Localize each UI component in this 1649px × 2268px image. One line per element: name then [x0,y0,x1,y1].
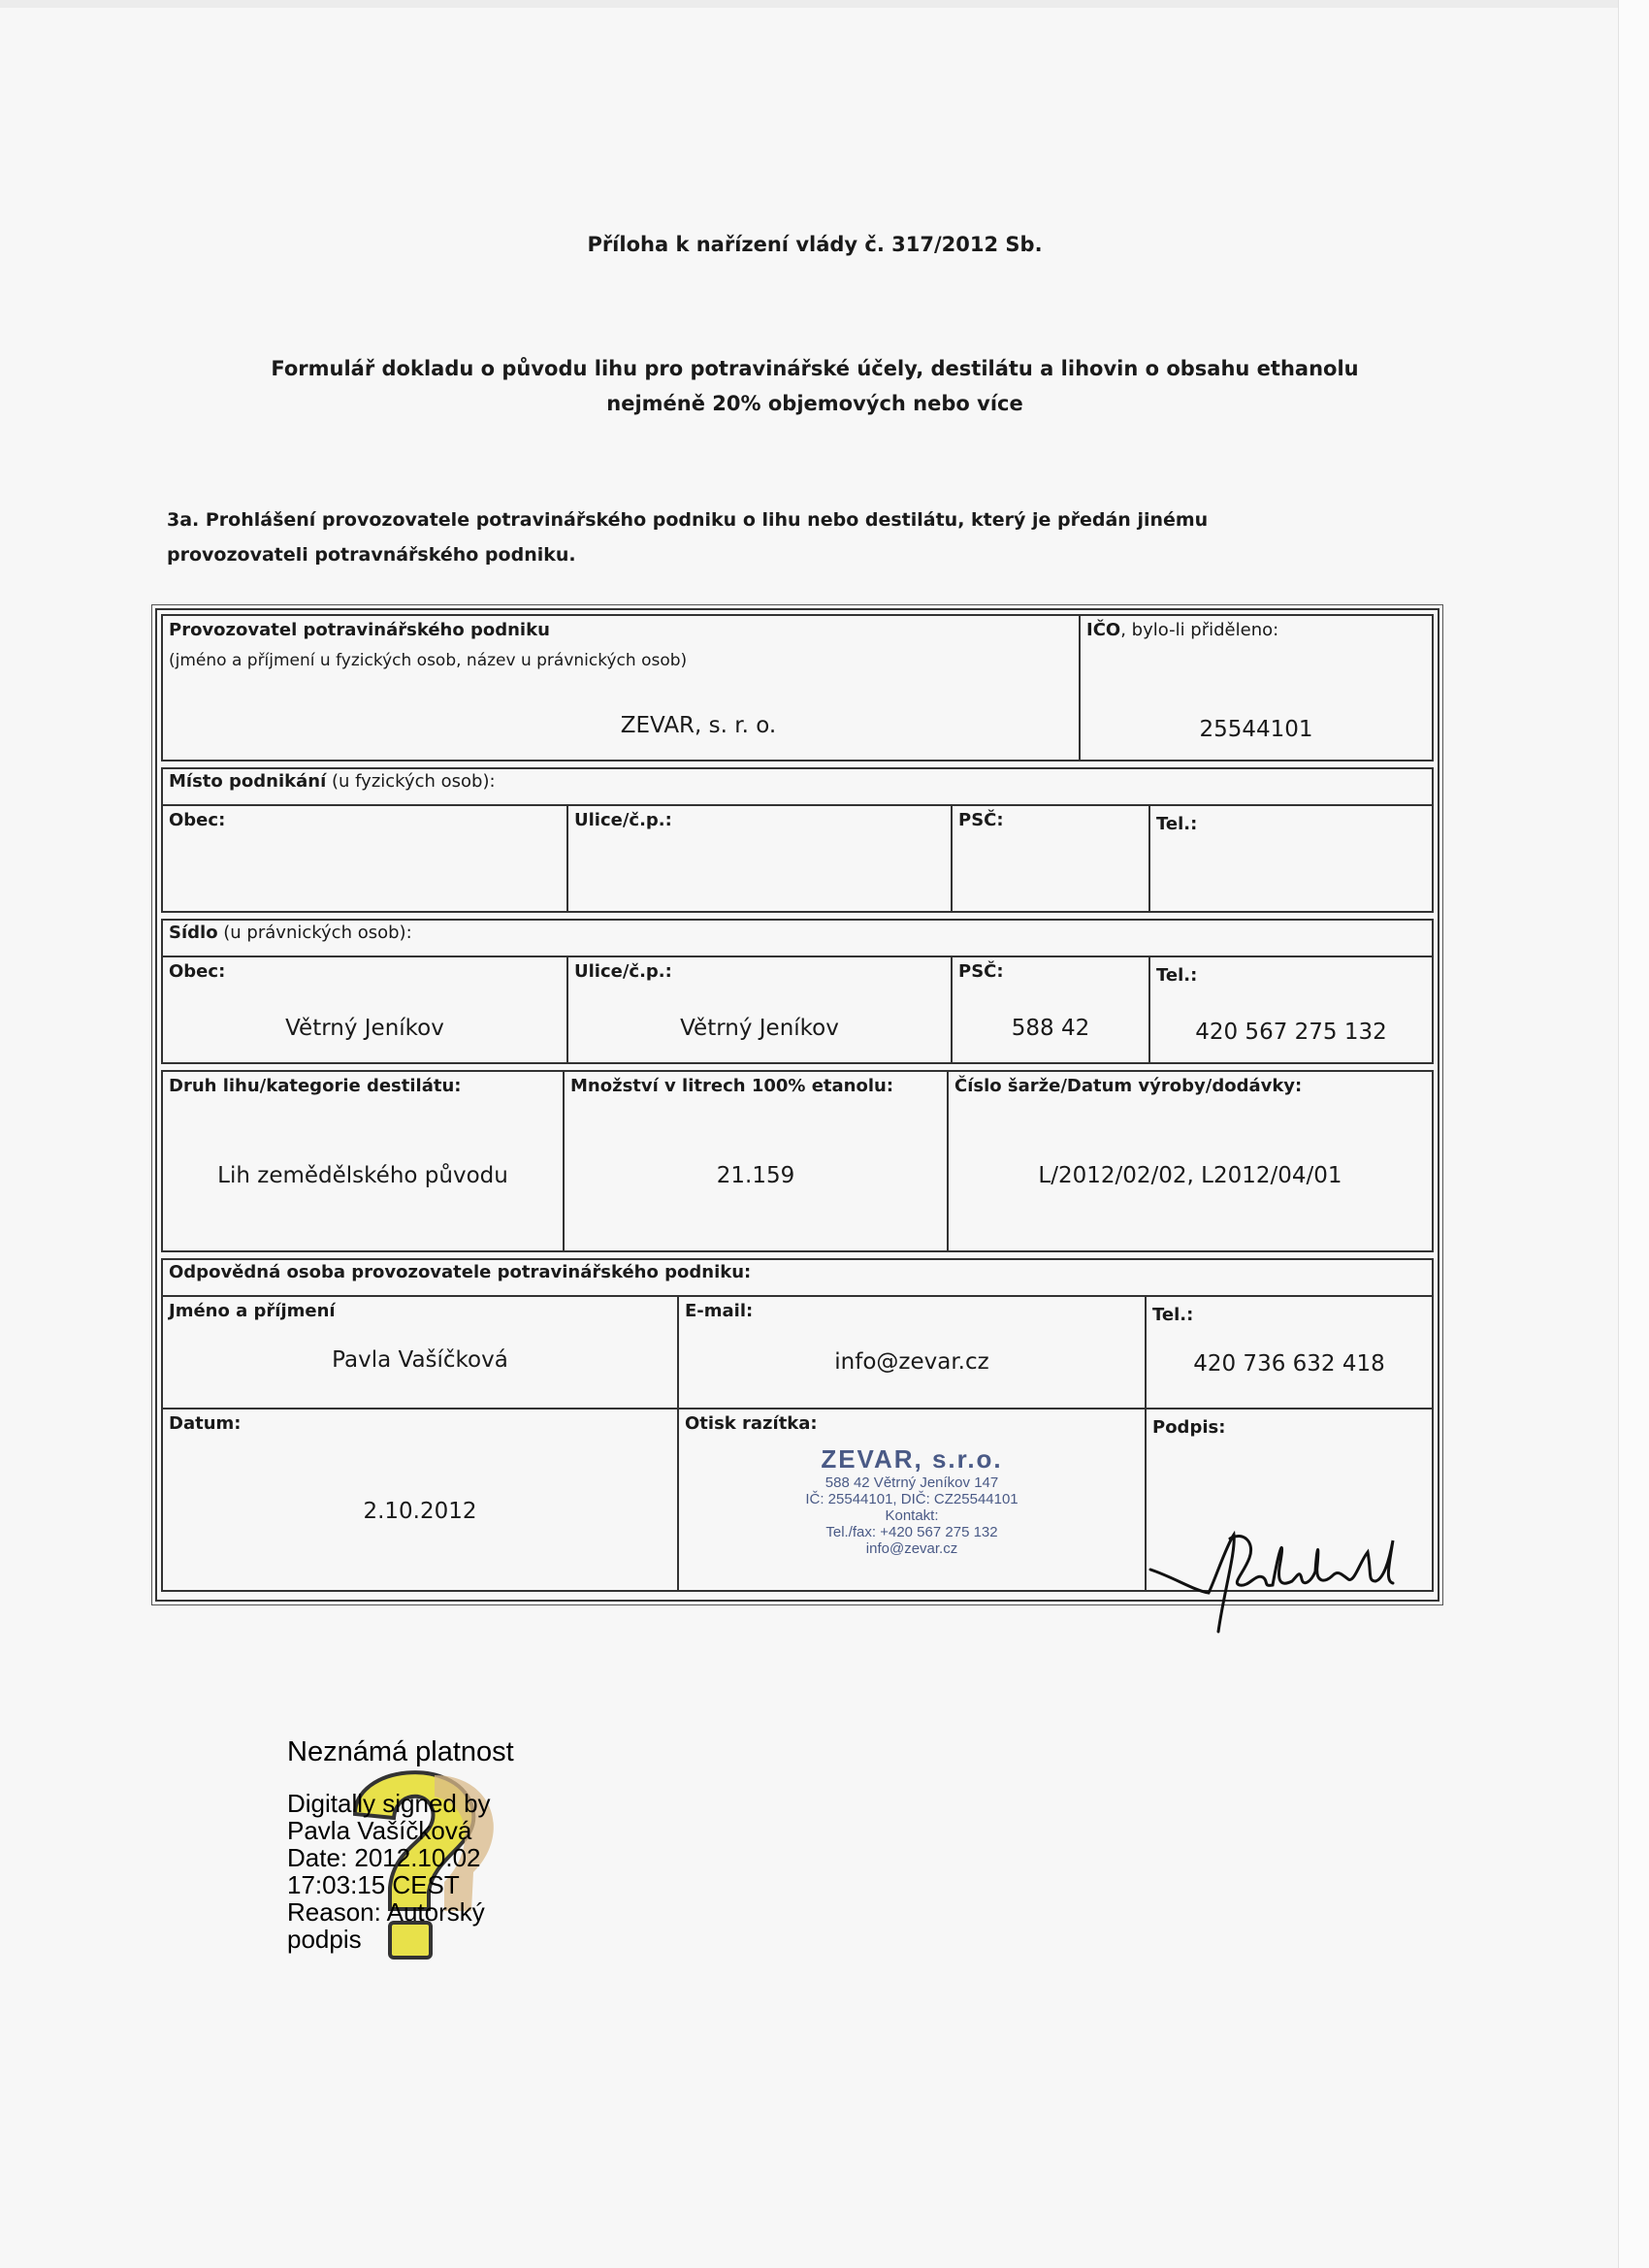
seat-tel-label: Tel.: [1156,965,1198,986]
resp-stamp-cell [677,1409,1145,1590]
operator-row [161,614,1434,761]
stamp-line5: info@zevar.cz [865,1540,958,1557]
company-stamp [786,1444,1038,1557]
resp-date-label: Datum: [169,1413,242,1434]
seat-hint: (u právnických osob): [217,923,412,943]
stamp-line1: 588 42 Větrný Jeníkov 147 [824,1474,999,1491]
operator-label: Provozovatel potravinářského podniku [169,620,550,640]
product-qty-value: 21.159 [716,1163,795,1188]
declaration-line1: 3a. Prohlášení provozovatele potravinářského podniku o lihu nebo destilátu, který je předán jinému [167,509,1209,531]
ico-value: 25544101 [1199,717,1313,742]
seat-obec-value: Větrný Jeníkov [285,1016,444,1041]
signature-status: Neznámá platnost [287,1736,514,1767]
stamp-line4: Tel./fax: +420 567 275 132 [825,1524,998,1540]
signature-line3: Date: 2012.10.02 [287,1843,481,1872]
seat-header [169,923,412,943]
stamp-line2: IČ: 25544101, DIČ: CZ25544101 [805,1491,1018,1507]
handwritten-signature [1135,1523,1416,1639]
operator-value: ZEVAR, s. r. o. [620,713,777,738]
seat-ulice-value: Větrný Jeníkov [680,1016,839,1041]
signature-line5: Reason: Autorský [287,1897,485,1927]
resp-tel-value: 420 736 632 418 [1193,1351,1385,1377]
seat-tel-value: 420 567 275 132 [1195,1020,1387,1045]
signature-details [287,1790,578,1953]
business-place-fields [163,804,1432,911]
form-title-line1: Formulář dokladu o původu lihu pro potravinářské účely, destilátu a lihovin o obsahu ethanolu [271,357,1359,380]
product-type-label: Druh lihu/kategorie destilátu: [169,1076,462,1096]
resp-name-label: Jméno a příjmení [169,1301,336,1321]
resp-email-cell [677,1297,1145,1409]
business-place-hint: (u fyzických osob): [326,771,496,792]
product-type-cell [163,1072,563,1250]
scan-edge-top [0,0,1649,8]
business-place-row [161,767,1434,913]
resp-date-cell [163,1409,677,1590]
product-qty-label: Množství v litrech 100% etanolu: [570,1076,894,1096]
resp-email-label: E-mail: [685,1301,754,1321]
signature-line2: Pavla Vašíčková [287,1816,472,1845]
bp-obec-cell [163,806,566,911]
resp-stamp-label: Otisk razítka: [685,1413,818,1434]
product-type-value: Lih zemědělského původu [217,1163,508,1188]
scan-edge-right [1618,0,1649,2268]
resp-email-value: info@zevar.cz [834,1349,989,1375]
bp-psc-label: PSČ: [958,810,1004,830]
seat-tel-cell [1148,957,1432,1062]
bp-psc-cell [951,806,1148,911]
bp-ulice-label: Ulice/č.p.: [574,810,672,830]
seat-row [161,919,1434,1064]
signature-line4: 17:03:15 CEST [287,1870,460,1899]
responsible-contact-fields [163,1295,1432,1409]
operator-hint: (jméno a příjmení u fyzických osob, název u právnických osob) [169,651,688,670]
seat-obec-label: Obec: [169,961,226,982]
annex-heading: Příloha k nařízení vlády č. 317/2012 Sb. [587,233,1043,256]
resp-tel-cell [1145,1297,1432,1409]
seat-label: Sídlo [169,923,218,943]
bp-tel-cell [1148,806,1432,911]
signature-line6: podpis [287,1925,362,1954]
resp-signature-label: Podpis: [1152,1417,1226,1438]
ico-label [1086,620,1278,640]
bp-ulice-cell [566,806,951,911]
resp-name-value: Pavla Vašíčková [332,1347,508,1373]
ico-label-text: IČO [1086,620,1121,640]
resp-date-value: 2.10.2012 [363,1499,477,1524]
product-batch-value: L/2012/02/02, L2012/04/01 [1038,1163,1342,1188]
stamp-line3: Kontakt: [885,1507,939,1524]
seat-psc-cell [951,957,1148,1062]
bp-tel-label: Tel.: [1156,814,1198,834]
origin-form [155,608,1439,1602]
bp-obec-label: Obec: [169,810,226,830]
business-place-header [169,771,496,792]
seat-ulice-label: Ulice/č.p.: [574,961,672,982]
seat-obec-cell [163,957,566,1062]
business-place-label: Místo podnikání [169,771,327,792]
ico-hint: , bylo-li přiděleno: [1120,620,1279,640]
resp-name-cell [163,1297,677,1409]
seat-psc-value: 588 42 [1011,1016,1090,1041]
responsible-label: Odpovědná osoba provozovatele potravinářského podniku: [169,1262,752,1282]
signature-line1: Digitally signed by [287,1789,491,1818]
stamp-name: ZEVAR, s.r.o. [821,1444,1003,1474]
product-batch-cell [947,1072,1432,1250]
product-qty-cell [563,1072,947,1250]
seat-psc-label: PSČ: [958,961,1004,982]
declaration-line2: provozovateli potravnářského podniku. [167,544,576,566]
ico-cell [1079,616,1432,760]
resp-tel-label: Tel.: [1152,1305,1194,1325]
operator-cell [163,616,1079,760]
digital-signature-block [287,1736,578,1953]
product-batch-label: Číslo šarže/Datum výroby/dodávky: [954,1076,1303,1096]
declaration [167,502,1282,572]
seat-ulice-cell [566,957,951,1062]
form-title-line2: nejméně 20% objemových nebo více [606,392,1023,415]
product-row [161,1070,1434,1252]
seat-fields [163,956,1432,1062]
